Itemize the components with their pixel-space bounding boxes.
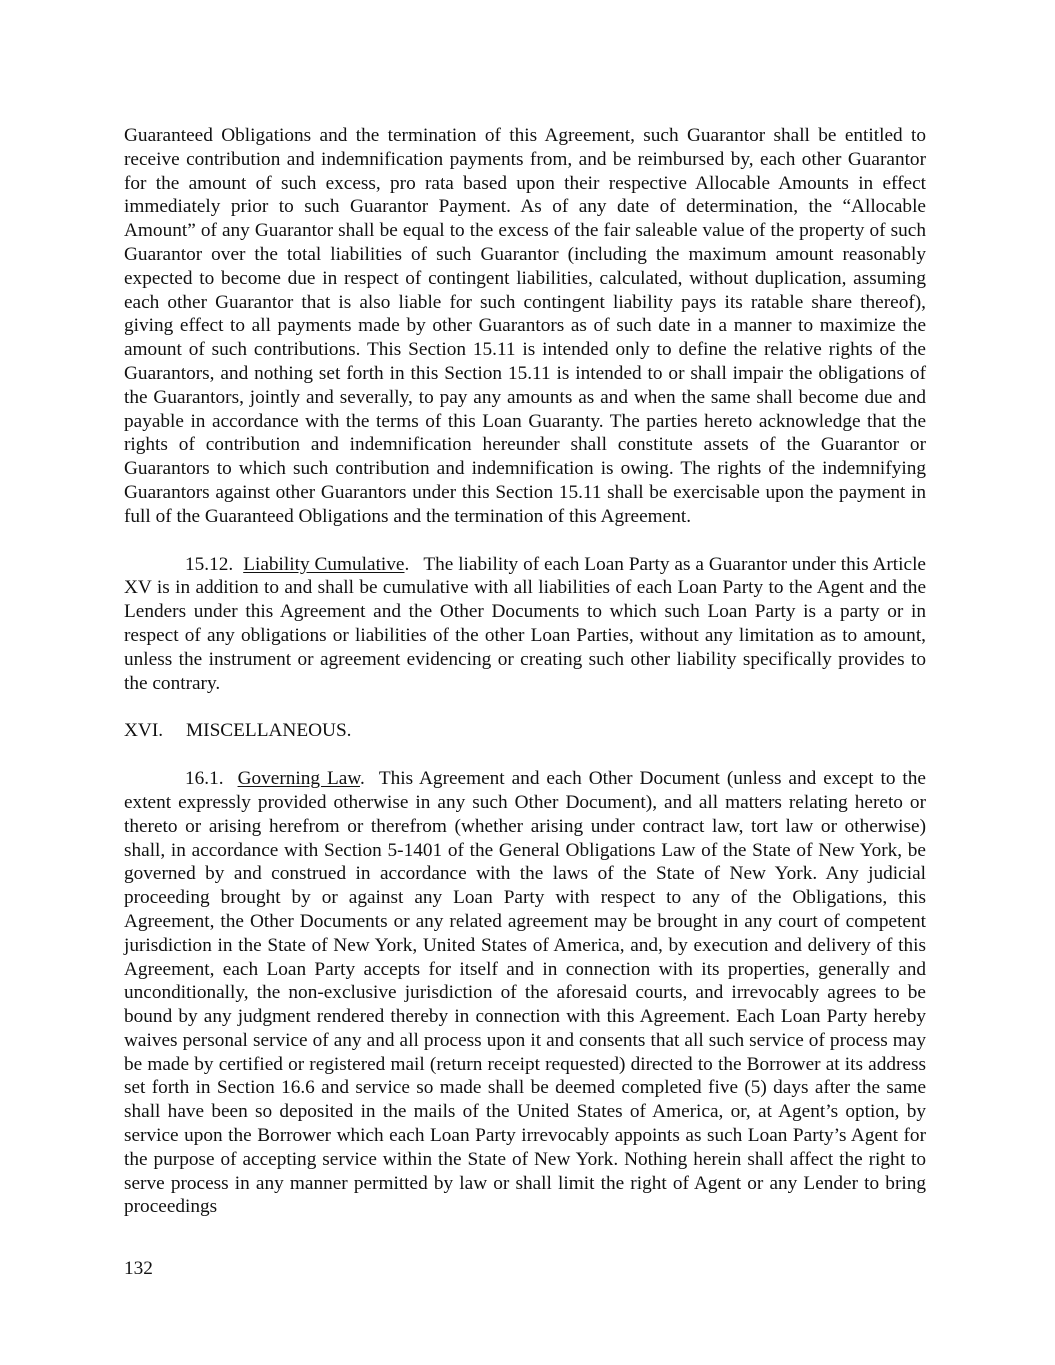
section-heading: Governing Law bbox=[237, 768, 360, 790]
article-heading bbox=[124, 719, 926, 743]
section-heading-punct: . bbox=[360, 768, 365, 790]
section-heading-punct: . bbox=[404, 553, 410, 575]
document-body bbox=[124, 124, 926, 1243]
section-body: This Agreement and each Other Document (unless and except to the extent expressly provided otherwise in any such Other Document), and all matters relating hereto or thereto or arising herefrom or therefrom (whether arising under contract law, tort law or otherwise) shall, in accordance with Section 5-1401 of the General Obligations Law of the State of New York, be governed by and construed in accordance with the laws of the State of New York. Any judicial proceeding brought by or against any Loan Party with respect to any of the Obligations, this Agreement, the Other Documents or any related agreement may be brought in any court of competent jurisdiction in the State of New York, United States of America, and, by execution and delivery of this Agreement, each Loan Party accepts for itself and in connection with its properties, generally and unconditionally, the non-exclusive jurisdiction of the aforesaid courts, and irrevocably agrees to be bound by any judgment rendered thereby in connection with this Agreement. Each Loan Party hereby waives personal service of any and all process upon it and consents that all such service of process may be made by certified or registered mail (return receipt requested) directed to the Borrower at its address set forth in Section 16.6 and service so made shall be deemed completed five (5) days after the same shall have been so deposited in the mails of the United States of America, or, at Agent’s option, by service upon the Borrower which each Loan Party irrevocably appoints as such Loan Party’s Agent for the purpose of accepting service within the State of New York. Nothing herein shall affect the right to serve process in any manner permitted by law or shall limit the right of Agent or any Lender to bring proceedings bbox=[124, 768, 926, 1218]
page-number: 132 bbox=[124, 1258, 153, 1279]
section-16-1 bbox=[124, 767, 926, 1219]
continuation-paragraph: Guaranteed Obligations and the termination of this Agreement, such Guarantor shall be entitled to receive contribution and indemnification payments from, and be reimbursed by, each other Guarantor for the amount of such excess, pro rata based upon their respective Allocable Amounts in effect immediately prior to such Guarantor Payment. As of any date of determination, the “Allocable Amount” of any Guarantor shall be equal to the excess of the fair saleable value of the property of such Guarantor over the total liabilities of such Guarantor (including the maximum amount reasonably expected to become due in respect of contingent liabilities, calculated, without duplication, assuming each other Guarantor that is also liable for such contingent liability pays its ratable share thereof), giving effect to all payments made by other Guarantors as of such date in a manner to maximize the amount of such contributions. This Section 15.11 is intended only to define the relative rights of the Guarantors, and nothing set forth in this Section 15.11 is intended to or shall impair the obligations of the Guarantors, jointly and severally, to pay any amounts as and when the same shall become due and payable in accordance with the terms of this Loan Guaranty. The parties hereto acknowledge that the rights of contribution and indemnification hereunder shall constitute assets of the Guarantor or Guarantors to which such contribution and indemnification is owing. The rights of the indemnifying Guarantors against other Guarantors under this Section 15.11 shall be exercisable upon the payment in full of the Guaranteed Obligations and the termination of this Agreement. bbox=[124, 125, 926, 527]
section-heading: Liability Cumulative bbox=[243, 553, 405, 575]
section-number: 16.1. bbox=[185, 768, 224, 790]
article-number: XVI. bbox=[124, 720, 164, 742]
section-15-12 bbox=[124, 553, 926, 696]
section-body: The liability of each Loan Party as a Guarantor under this Article XV is in addition to and shall be cumulative with all liabilities of each Loan Party to the Agent and the Lenders under this Agreement and the Other Documents to which such Loan Party is a party or in respect of any obligations or liabilities of the other Loan Parties, without any limitation as to amount, unless the instrument or agreement evidencing or creating such other liability specifically provides to the contrary. bbox=[124, 553, 926, 694]
article-title: MISCELLANEOUS. bbox=[186, 720, 352, 742]
section-number: 15.12. bbox=[185, 553, 234, 575]
